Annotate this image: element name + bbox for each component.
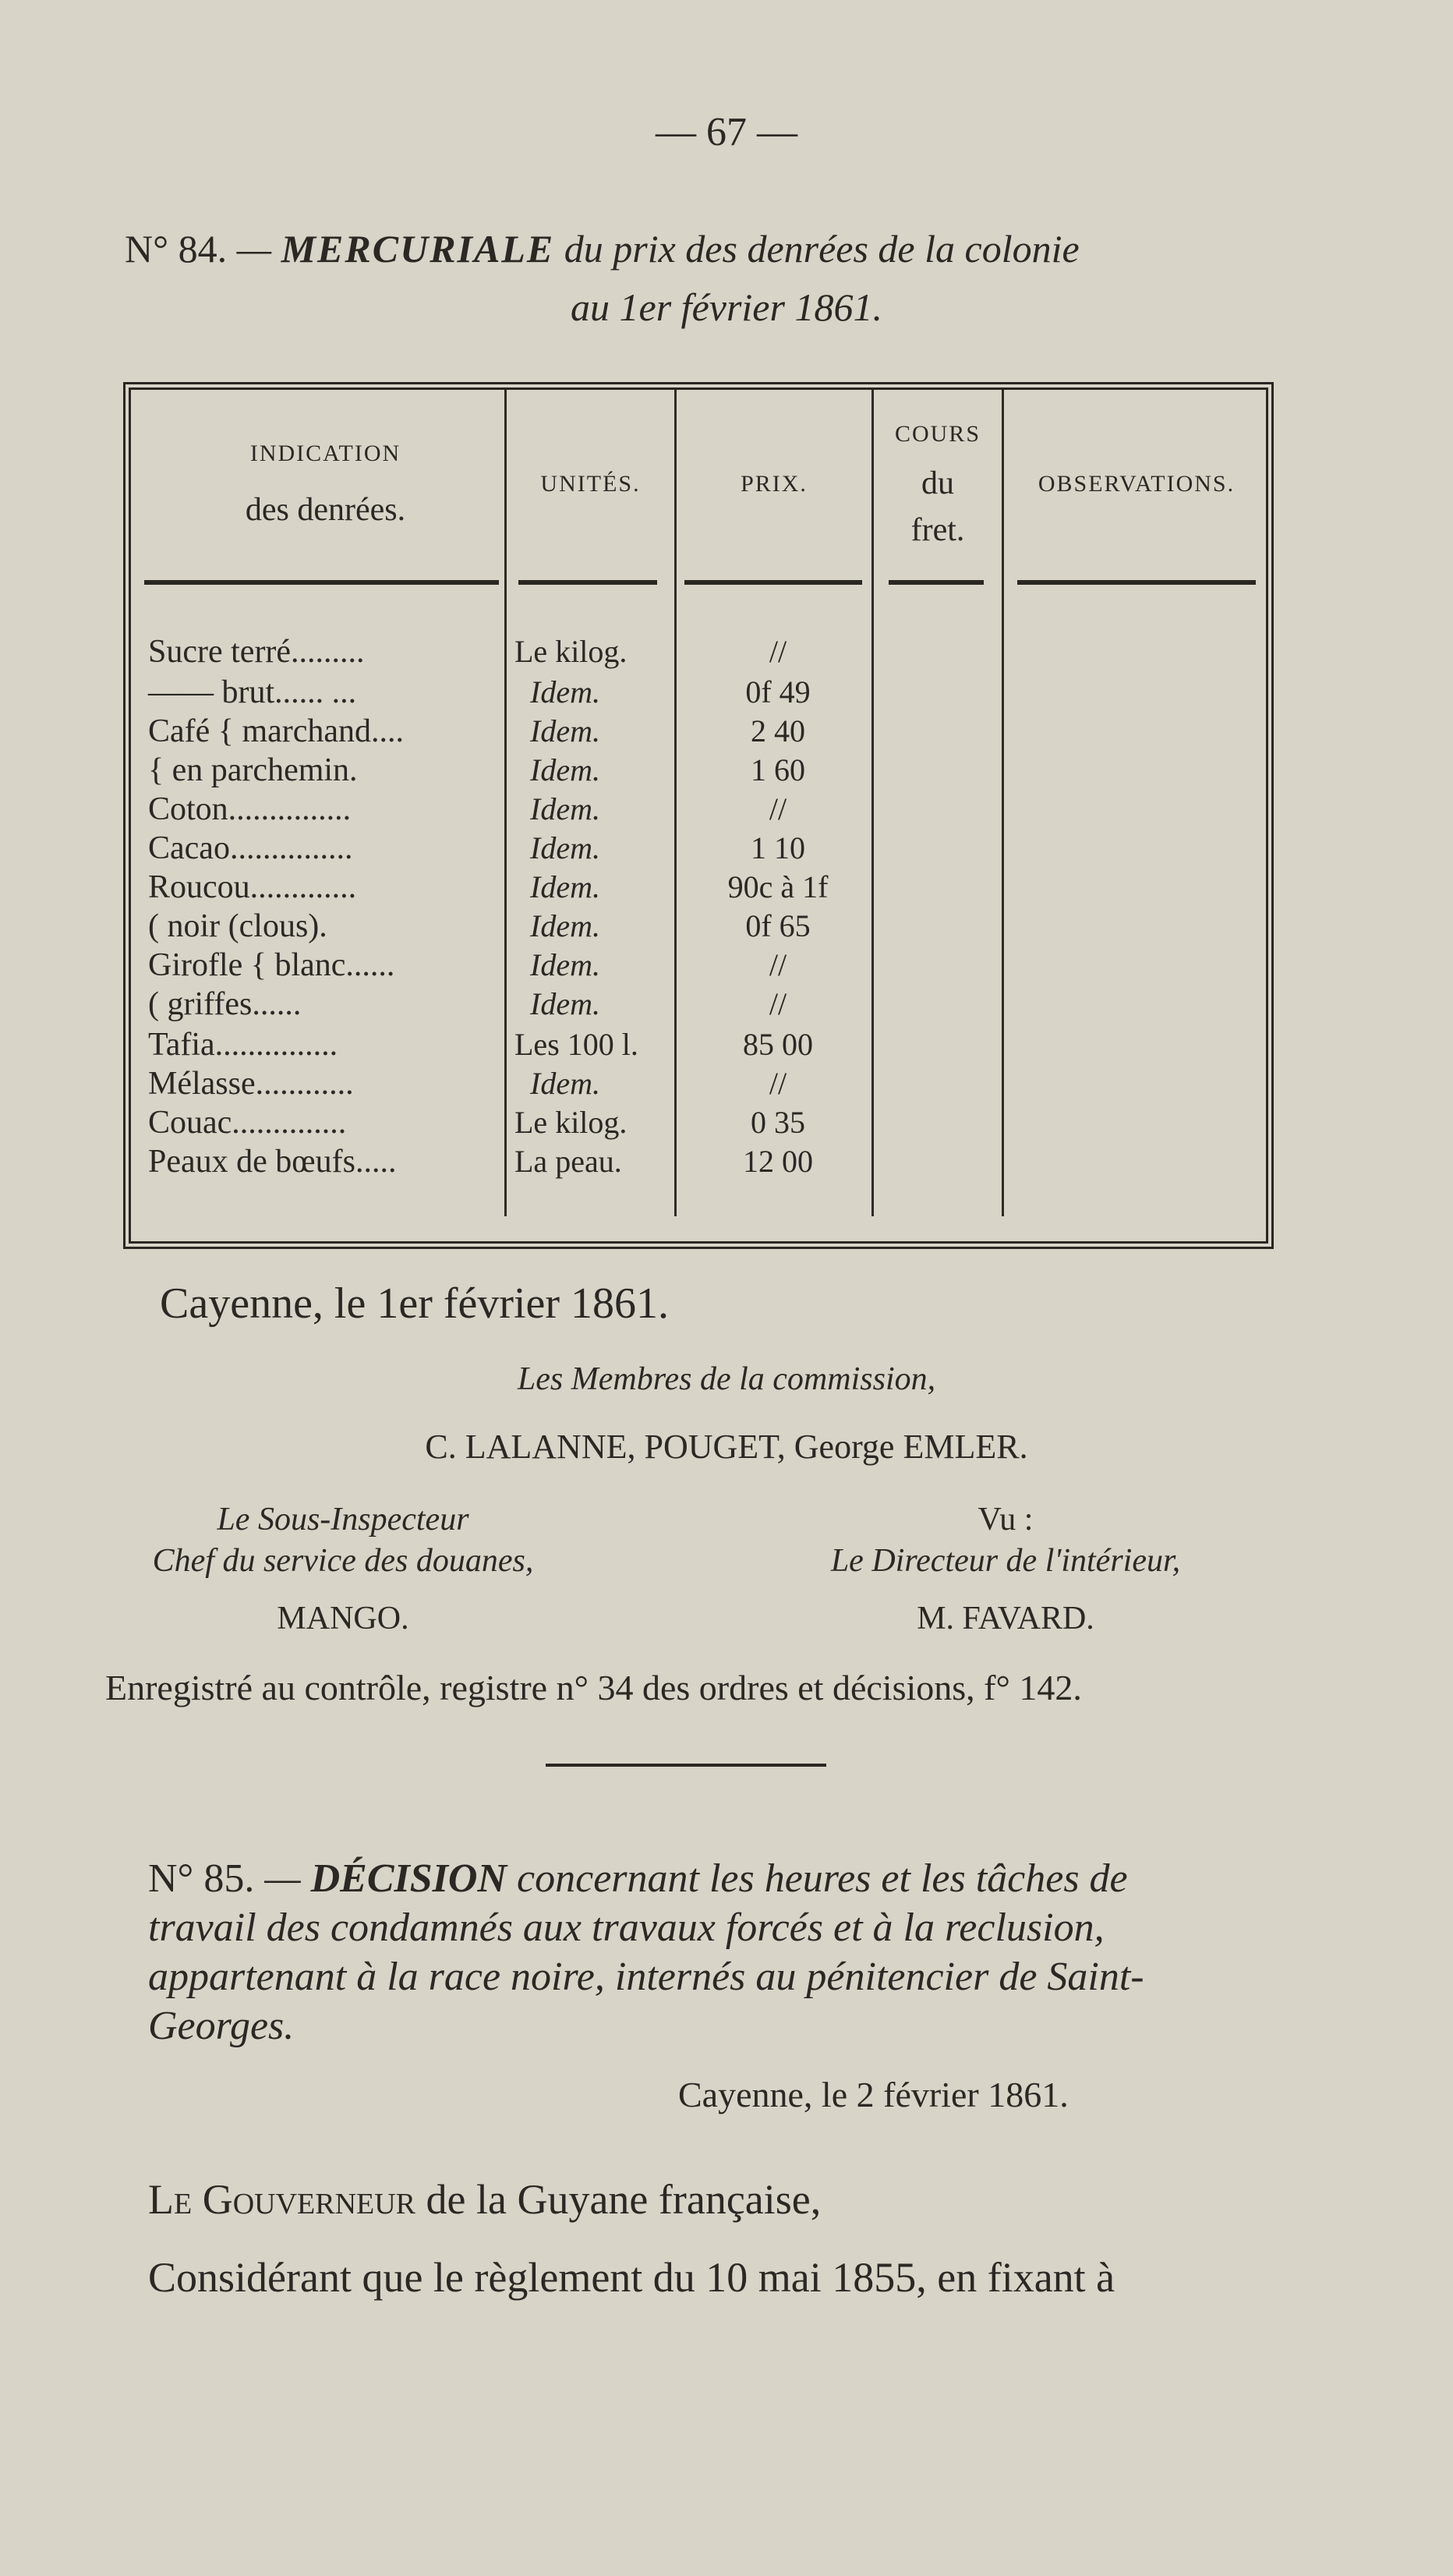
- right-signatory-name: M. FAVARD.: [917, 1601, 1094, 1637]
- row-unit: Idem.: [530, 830, 600, 865]
- doc84-title-line2: au 1er février 1861.: [571, 285, 882, 329]
- considering-line: Considérant que le règlement du 10 mai 1855, en fixant à: [148, 2254, 1115, 2301]
- signature-date: Cayenne, le 1er février 1861.: [160, 1279, 670, 1328]
- governor-prefix: Le Gouverneur: [148, 2176, 416, 2223]
- header-rule: [684, 580, 862, 585]
- row-unit: Idem.: [530, 791, 600, 826]
- header-rule: [518, 580, 657, 585]
- row-price: //: [769, 634, 787, 669]
- row-price: 0f 49: [745, 674, 811, 709]
- row-price: //: [769, 1066, 787, 1101]
- column-divider: [504, 390, 507, 1216]
- row-price: 0f 65: [745, 908, 811, 943]
- doc84-dash: —: [236, 227, 272, 271]
- governor-line: [148, 2175, 821, 2224]
- header-cours-fret: fret.: [910, 512, 965, 548]
- doc84-number: N° 84.: [125, 227, 228, 271]
- header-cours-du: du: [921, 465, 954, 501]
- right-signatory-vu: Vu :: [978, 1502, 1034, 1537]
- doc85-title-bold: DÉCISION: [310, 1856, 507, 1901]
- doc85-number: N° 85.: [148, 1856, 255, 1901]
- row-price: 85 00: [743, 1027, 813, 1062]
- row-unit: Idem.: [530, 986, 600, 1021]
- row-label: Sucre terré.........: [148, 634, 365, 670]
- row-price: 1 60: [751, 752, 805, 787]
- row-price: 90c à 1f: [727, 869, 829, 904]
- row-label: Couac..............: [148, 1105, 347, 1141]
- doc84-title: [125, 226, 1294, 271]
- row-label: Mélasse............: [148, 1066, 354, 1102]
- right-signatory-role: Le Directeur de l'intérieur,: [830, 1543, 1181, 1579]
- header-prix: PRIX.: [741, 471, 808, 497]
- row-unit: Les 100 l.: [514, 1027, 638, 1062]
- row-unit: Idem.: [530, 947, 600, 982]
- header-rule: [144, 580, 499, 585]
- doc84-title-rest: du prix des denrées de la colonie: [564, 227, 1080, 271]
- left-signatory-role: Chef du service des douanes,: [152, 1543, 534, 1579]
- doc85-dash: —: [264, 1856, 301, 1901]
- doc85-title-line1: [148, 1856, 1286, 1902]
- row-label: Cacao...............: [148, 830, 353, 866]
- row-price: 1 10: [751, 830, 805, 865]
- row-price: //: [769, 791, 787, 826]
- row-label: Coton...............: [148, 791, 352, 827]
- commission-names: C. LALANNE, POUGET, George EMLER.: [425, 1428, 1028, 1466]
- left-signatory-title: Le Sous-Inspecteur: [217, 1502, 469, 1537]
- header-rule: [889, 580, 984, 585]
- row-price: 12 00: [743, 1144, 813, 1179]
- row-unit: Idem.: [530, 713, 600, 748]
- page-number: — 67 —: [656, 110, 797, 154]
- row-unit: Le kilog.: [514, 634, 628, 669]
- row-price: 2 40: [751, 713, 805, 748]
- header-indication-sub: des denrées.: [245, 492, 406, 528]
- doc85-title-line3: appartenant à la race noire, internés au pénitencier de Saint-: [148, 1955, 1144, 1999]
- row-label: Girofle { blanc......: [148, 947, 395, 983]
- row-price: //: [769, 986, 787, 1021]
- row-label: Café { marchand....: [148, 713, 405, 749]
- doc84-title-bold: MERCURIALE: [281, 227, 555, 271]
- row-label: Peaux de bœufs.....: [148, 1144, 397, 1180]
- row-price: 0 35: [751, 1105, 805, 1140]
- left-signatory-name: MANGO.: [277, 1601, 409, 1637]
- header-rule: [1017, 580, 1256, 585]
- header-cours: COURS: [894, 421, 981, 447]
- column-divider: [674, 390, 677, 1216]
- row-label: —— brut...... ...: [148, 674, 357, 710]
- row-unit: Le kilog.: [514, 1105, 628, 1140]
- row-unit: Idem.: [530, 752, 600, 787]
- row-label: ( noir (clous).: [148, 908, 327, 944]
- row-unit: Idem.: [530, 1066, 600, 1101]
- doc85-title-line2: travail des condamnés aux travaux forcés et à la reclusion,: [148, 1905, 1105, 1950]
- register-note: Enregistré au contrôle, registre n° 34 des ordres et décisions, f° 142.: [105, 1668, 1082, 1707]
- row-unit: Idem.: [530, 869, 600, 904]
- doc85-line1-rest: concernant les heures et les tâches de: [517, 1856, 1128, 1901]
- header-observations: OBSERVATIONS.: [1038, 471, 1236, 497]
- governor-rest: de la Guyane française,: [426, 2176, 822, 2223]
- column-divider: [1002, 390, 1004, 1216]
- row-label: Roucou.............: [148, 869, 357, 905]
- row-label: Tafia...............: [148, 1027, 338, 1063]
- doc85-title-line4: Georges.: [148, 2004, 295, 2048]
- row-unit: Idem.: [530, 674, 600, 709]
- header-unites: UNITÉS.: [540, 471, 641, 497]
- header-indication: INDICATION: [249, 441, 401, 466]
- row-price: //: [769, 947, 787, 982]
- separator-rule: [546, 1764, 826, 1767]
- commission-line: Les Membres de la commission,: [517, 1361, 936, 1397]
- doc85-date: Cayenne, le 2 février 1861.: [678, 2075, 1069, 2114]
- row-unit: La peau.: [514, 1144, 622, 1179]
- row-unit: Idem.: [530, 908, 600, 943]
- row-label: ( griffes......: [148, 986, 302, 1022]
- row-label: { en parchemin.: [148, 752, 358, 788]
